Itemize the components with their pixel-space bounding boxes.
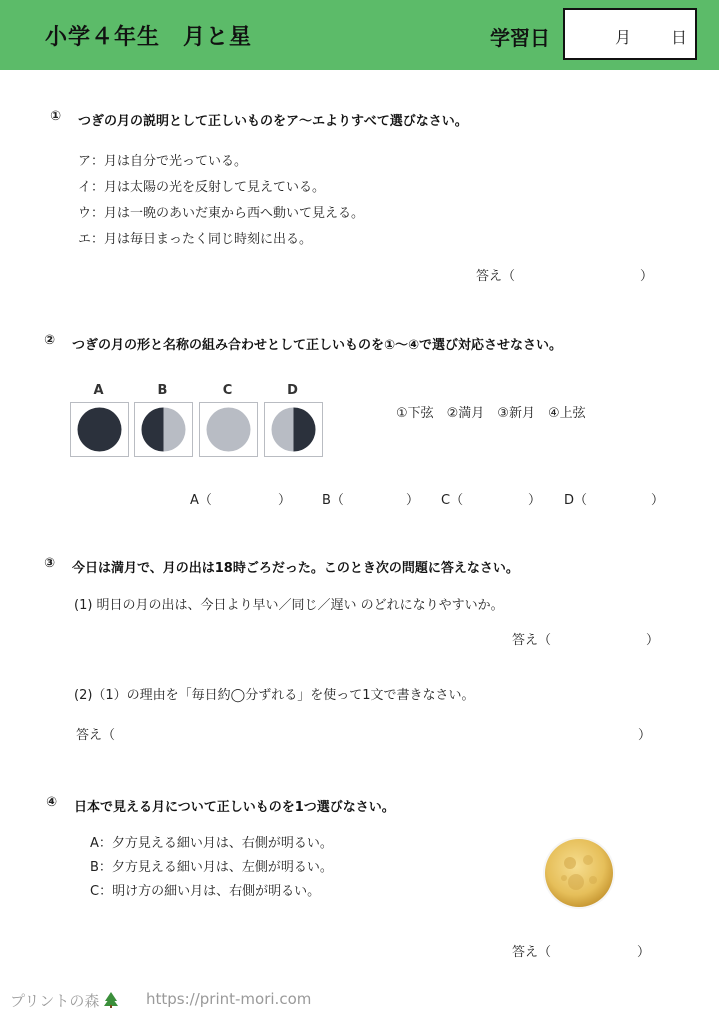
new-moon-icon bbox=[71, 403, 128, 456]
moon-box-c bbox=[199, 402, 258, 457]
left-dark-moon-icon bbox=[135, 403, 192, 456]
q1-option-d: エ：月は毎日まったく同じ時刻に出る。 bbox=[78, 232, 313, 247]
q4-option-a: A：夕方見える細い月は、右側が明るい。 bbox=[90, 836, 333, 851]
full-moon-phase-icon bbox=[200, 403, 257, 456]
q2-choices: ①下弦 ②満月 ③新月 ④上弦 bbox=[396, 406, 586, 421]
moon-box-d bbox=[264, 402, 323, 457]
q3-sub2-answer-close: ） bbox=[638, 728, 652, 743]
q2-answer-b-label: B（ bbox=[322, 493, 344, 508]
q1-number: ① bbox=[50, 109, 62, 124]
q2-text: つぎの月の形と名称の組み合わせとして正しいものを①〜④で選び対応させなさい。 bbox=[72, 338, 563, 353]
moon-letter-a: A bbox=[93, 383, 104, 398]
q1-option-a: ア：月は自分で光っている。 bbox=[78, 154, 248, 169]
q4-answer-label: 答え（ bbox=[512, 945, 552, 960]
full-moon-icon bbox=[536, 830, 622, 916]
q2-answer-a-close: ） bbox=[278, 493, 292, 508]
q1-text: つぎの月の説明として正しいものをア〜エよりすべて選びなさい。 bbox=[78, 114, 468, 129]
page-title: 小学４年生 月と星 bbox=[45, 25, 253, 50]
q3-sub1: (1) 明日の月の出は、今日より早い／同じ／遅い のどれになりやすいか。 bbox=[74, 598, 504, 613]
q1-option-b: イ：月は太陽の光を反射して見えている。 bbox=[78, 180, 326, 195]
moon-letter-b: B bbox=[157, 383, 168, 398]
q2-answer-d-label: D（ bbox=[564, 493, 588, 508]
q1-answer-close: ） bbox=[640, 269, 654, 284]
moon-letter-c: C bbox=[222, 383, 233, 398]
right-dark-moon-icon bbox=[265, 403, 322, 456]
footer-url[interactable]: https://print-mori.com bbox=[146, 990, 312, 1008]
q4-number: ④ bbox=[46, 795, 58, 810]
footer-brand bbox=[10, 990, 118, 1011]
q3-text: 今日は満月で、月の出は18時ごろだった。このとき次の問題に答えなさい。 bbox=[72, 561, 519, 576]
q3-number: ③ bbox=[44, 556, 56, 571]
q3-sub2: (2)（1）の理由を「毎日約◯分ずれる」を使って1文で書きなさい。 bbox=[74, 688, 475, 703]
moon-box-b bbox=[134, 402, 193, 457]
q2-answer-c-label: C（ bbox=[441, 493, 464, 508]
q1-option-c: ウ：月は一晩のあいだ東から西へ動いて見える。 bbox=[78, 206, 365, 221]
date-field[interactable] bbox=[563, 8, 697, 60]
brand-name: プリントの森 bbox=[10, 992, 100, 1010]
moon-letter-d: D bbox=[287, 383, 298, 398]
moon-box-a bbox=[70, 402, 129, 457]
q3-sub1-answer-close: ） bbox=[646, 633, 660, 648]
q2-answer-b-close: ） bbox=[406, 493, 420, 508]
q3-sub1-answer-label: 答え（ bbox=[512, 633, 552, 648]
tree-icon bbox=[104, 992, 118, 1008]
header-bar bbox=[0, 0, 719, 70]
q1-answer-label: 答え（ bbox=[476, 269, 516, 284]
month-label: 月 bbox=[615, 28, 632, 47]
q4-text: 日本で見える月について正しいものを1つ選びなさい。 bbox=[74, 800, 395, 815]
q4-option-b: B：夕方見える細い月は、左側が明るい。 bbox=[90, 860, 333, 875]
q2-answer-c-close: ） bbox=[528, 493, 542, 508]
q2-number: ② bbox=[44, 333, 56, 348]
day-label: 日 bbox=[671, 28, 688, 47]
date-label: 学習日 bbox=[490, 26, 550, 50]
q4-answer-close: ） bbox=[637, 945, 651, 960]
q2-answer-a-label: A（ bbox=[190, 493, 212, 508]
q2-answer-d-close: ） bbox=[651, 493, 665, 508]
q3-sub2-answer-label: 答え（ bbox=[76, 728, 116, 743]
q4-option-c: C：明け方の細い月は、右側が明るい。 bbox=[90, 884, 321, 899]
